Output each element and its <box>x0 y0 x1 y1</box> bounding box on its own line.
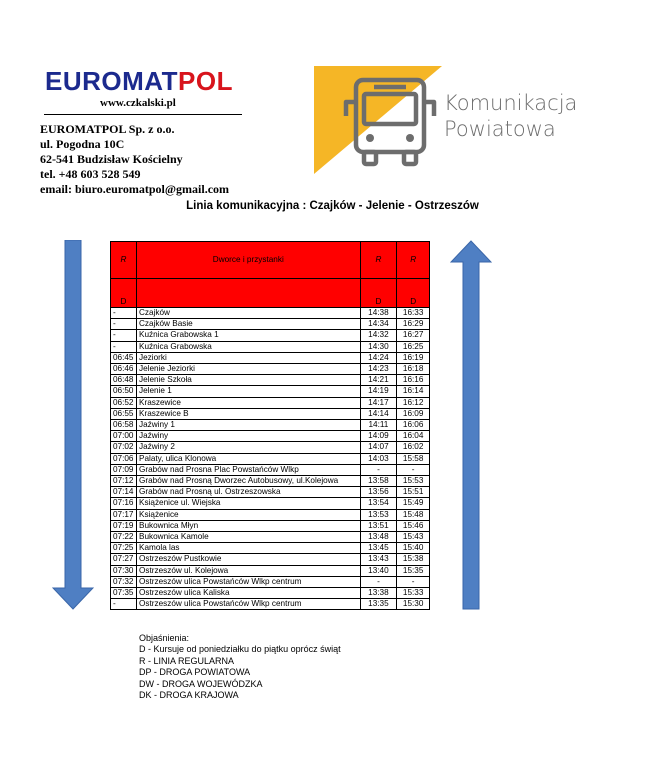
table-cell: 07:35 <box>111 588 137 599</box>
company-address-block <box>40 122 229 197</box>
table-cell: 13:51 <box>360 520 397 531</box>
table-row <box>111 375 430 386</box>
table-cell: Kuźnica Grabowska 1 <box>137 330 361 341</box>
table-cell: Bukownica Młyn <box>137 520 361 531</box>
table-cell: Czajków Basie <box>137 319 361 330</box>
table-row <box>111 520 430 531</box>
table-cell: 14:03 <box>360 453 397 464</box>
website-link[interactable]: www.czkalski.pl <box>100 97 176 109</box>
header-cell: Dworce i przystanki <box>137 242 361 279</box>
table-cell: Kuźnica Grabowska <box>137 341 361 352</box>
table-row <box>111 408 430 419</box>
table-cell: 16:09 <box>397 408 430 419</box>
table-cell: 16:04 <box>397 431 430 442</box>
table-cell: 14:14 <box>360 408 397 419</box>
logo-text-part2: POL <box>178 66 233 96</box>
table-row <box>111 364 430 375</box>
table-cell: 14:09 <box>360 431 397 442</box>
up-arrow-icon <box>450 240 492 610</box>
table-cell: Grabów nad Prosną Dworzec Autobusowy, ul.Kolejowa <box>137 476 361 487</box>
table-cell: Jelenie 1 <box>137 386 361 397</box>
table-cell: - <box>111 319 137 330</box>
euromatpol-logo <box>45 68 233 94</box>
table-cell: Kamola las <box>137 543 361 554</box>
table-cell: - <box>111 330 137 341</box>
table-cell: 07:30 <box>111 565 137 576</box>
table-cell: Grabów nad Prosną ul. Ostrzeszowska <box>137 487 361 498</box>
table-row <box>111 576 430 587</box>
company-email[interactable]: email: biuro.euromatpol@gmail.com <box>40 182 230 196</box>
legend-item: D - Kursuje od poniedziałku do piątku oprócz świąt <box>139 644 341 655</box>
table-cell: Jaźwiny <box>137 431 361 442</box>
table-cell: 06:46 <box>111 364 137 375</box>
table-row <box>111 386 430 397</box>
table-cell: 06:45 <box>111 352 137 363</box>
legend <box>139 633 341 701</box>
table-row <box>111 588 430 599</box>
table-cell: 13:48 <box>360 532 397 543</box>
table-cell: 07:16 <box>111 498 137 509</box>
table-row <box>111 352 430 363</box>
table-cell: 16:19 <box>397 352 430 363</box>
table-cell: 14:38 <box>360 308 397 319</box>
table-cell: 15:30 <box>397 599 430 610</box>
table-cell: 13:35 <box>360 599 397 610</box>
table-row <box>111 532 430 543</box>
table-cell: 07:00 <box>111 431 137 442</box>
table-cell: Bukownica Kamole <box>137 532 361 543</box>
table-cell: 13:54 <box>360 498 397 509</box>
table-cell: Kraszewice B <box>137 408 361 419</box>
table-cell: 13:45 <box>360 543 397 554</box>
table-cell: 07:14 <box>111 487 137 498</box>
table-cell: - <box>360 576 397 587</box>
table-cell: 06:48 <box>111 375 137 386</box>
table-cell: 16:29 <box>397 319 430 330</box>
table-cell: 07:06 <box>111 453 137 464</box>
table-cell: - <box>397 464 430 475</box>
table-cell: 14:34 <box>360 319 397 330</box>
legend-item: DW - DROGA WOJEWÓDZKA <box>139 678 263 689</box>
table-cell: 15:33 <box>397 588 430 599</box>
company-city: 62-541 Budzisław Kościelny <box>40 152 183 166</box>
table-cell: 15:48 <box>397 509 430 520</box>
table-cell: 07:02 <box>111 442 137 453</box>
table-cell: Jelenie Jeziorki <box>137 364 361 375</box>
legend-item: R - LINIA REGULARNA <box>139 655 235 666</box>
down-arrow-icon <box>52 240 94 610</box>
timetable-body <box>111 308 430 610</box>
table-cell: 16:18 <box>397 364 430 375</box>
table-cell: 07:12 <box>111 476 137 487</box>
table-cell: 16:25 <box>397 341 430 352</box>
header-cell: R <box>397 242 430 279</box>
company-street: ul. Pogodna 10C <box>40 137 125 151</box>
table-cell: Jeziorki <box>137 352 361 363</box>
table-cell: Czajków <box>137 308 361 319</box>
table-cell: 14:17 <box>360 397 397 408</box>
table-row <box>111 453 430 464</box>
table-cell: Grabów nad Prosna Plac Powstańców Wlkp <box>137 464 361 475</box>
legend-title: Objaśnienia: <box>139 633 190 643</box>
table-cell: 15:51 <box>397 487 430 498</box>
table-row <box>111 442 430 453</box>
table-row <box>111 308 430 319</box>
table-cell: 13:40 <box>360 565 397 576</box>
table-row <box>111 330 430 341</box>
table-cell: 07:17 <box>111 509 137 520</box>
brand-line1: Komunikacja <box>444 91 578 115</box>
table-cell: 16:16 <box>397 375 430 386</box>
table-cell: Kraszewice <box>137 397 361 408</box>
table-cell: 15:46 <box>397 520 430 531</box>
table-cell: Ostrzeszów ulica Powstańców Wlkp centrum <box>137 576 361 587</box>
legend-item: DK - DROGA KRAJOWA <box>139 690 239 701</box>
table-cell: 15:38 <box>397 554 430 565</box>
table-row <box>111 319 430 330</box>
table-cell: 16:12 <box>397 397 430 408</box>
table-cell: Jelenie Szkoła <box>137 375 361 386</box>
header-cell: R <box>360 242 397 279</box>
table-row <box>111 565 430 576</box>
table-cell: 15:49 <box>397 498 430 509</box>
table-cell: 15:53 <box>397 476 430 487</box>
table-cell: - <box>111 599 137 610</box>
table-cell: - <box>111 308 137 319</box>
table-cell: - <box>360 464 397 475</box>
legend-item: DP - DROGA POWIATOWA <box>139 667 251 678</box>
table-cell: 15:40 <box>397 543 430 554</box>
table-cell: Ostrzeszów ulica Powstańców Wlkp centrum <box>137 599 361 610</box>
table-cell: 14:21 <box>360 375 397 386</box>
table-cell: 14:19 <box>360 386 397 397</box>
table-cell: Jaźwiny 1 <box>137 420 361 431</box>
table-cell: 16:27 <box>397 330 430 341</box>
table-cell: 14:24 <box>360 352 397 363</box>
table-cell: 13:43 <box>360 554 397 565</box>
table-cell: 13:53 <box>360 509 397 520</box>
table-row <box>111 476 430 487</box>
header-cell <box>137 279 361 308</box>
brand-title <box>444 90 577 142</box>
table-row <box>111 498 430 509</box>
table-cell: 07:27 <box>111 554 137 565</box>
table-row <box>111 420 430 431</box>
header-cell: D <box>111 279 137 308</box>
line-title: Linia komunikacyjna : Czajków - Jelenie - Ostrzeszów <box>186 200 479 212</box>
table-cell: 15:35 <box>397 565 430 576</box>
table-cell: 15:43 <box>397 532 430 543</box>
table-row <box>111 487 430 498</box>
table-cell: 06:52 <box>111 397 137 408</box>
table-cell: 07:25 <box>111 543 137 554</box>
table-row <box>111 509 430 520</box>
table-cell: Ostrzeszów ul. Kolejowa <box>137 565 361 576</box>
table-cell: 14:30 <box>360 341 397 352</box>
table-cell: 16:06 <box>397 420 430 431</box>
header-cell: D <box>360 279 397 308</box>
table-cell: 13:38 <box>360 588 397 599</box>
table-cell: Ostrzeszów ulica Kaliska <box>137 588 361 599</box>
table-row <box>111 464 430 475</box>
header-cell: D <box>397 279 430 308</box>
brand-line2: Powiatowa <box>444 117 556 141</box>
table-row <box>111 554 430 565</box>
table-cell: 06:58 <box>111 420 137 431</box>
table-cell: - <box>397 576 430 587</box>
table-cell: 14:32 <box>360 330 397 341</box>
table-cell: 14:23 <box>360 364 397 375</box>
komunikacja-powiatowa-logo <box>314 66 634 178</box>
header-cell: R <box>111 242 137 279</box>
table-cell: Palaty, ulica Klonowa <box>137 453 361 464</box>
logo-text-part1: EUROMAT <box>45 66 179 96</box>
table-header-row <box>111 279 430 308</box>
table-cell: Książenice ul. Wiejska <box>137 498 361 509</box>
bus-icon <box>334 74 446 170</box>
table-cell: - <box>111 341 137 352</box>
table-cell: 07:22 <box>111 532 137 543</box>
table-cell: 16:33 <box>397 308 430 319</box>
table-cell: Jaźwiny 2 <box>137 442 361 453</box>
header-divider <box>44 114 242 115</box>
table-cell: 16:14 <box>397 386 430 397</box>
table-row <box>111 341 430 352</box>
table-cell: 07:32 <box>111 576 137 587</box>
table-row <box>111 599 430 610</box>
table-header-row <box>111 242 430 279</box>
table-cell: 15:58 <box>397 453 430 464</box>
table-cell: 06:55 <box>111 408 137 419</box>
table-cell: 14:11 <box>360 420 397 431</box>
table-cell: 07:09 <box>111 464 137 475</box>
company-phone: tel. +48 603 528 549 <box>40 167 141 181</box>
table-cell: 13:56 <box>360 487 397 498</box>
table-row <box>111 543 430 554</box>
table-cell: 06:50 <box>111 386 137 397</box>
table-row <box>111 397 430 408</box>
table-cell: 07:19 <box>111 520 137 531</box>
table-cell: 13:58 <box>360 476 397 487</box>
company-name: EUROMATPOL Sp. z o.o. <box>40 122 175 136</box>
timetable <box>110 241 430 610</box>
table-cell: 14:07 <box>360 442 397 453</box>
table-cell: Książenice <box>137 509 361 520</box>
table-row <box>111 431 430 442</box>
table-cell: 16:02 <box>397 442 430 453</box>
table-cell: Ostrzeszów Pustkowie <box>137 554 361 565</box>
